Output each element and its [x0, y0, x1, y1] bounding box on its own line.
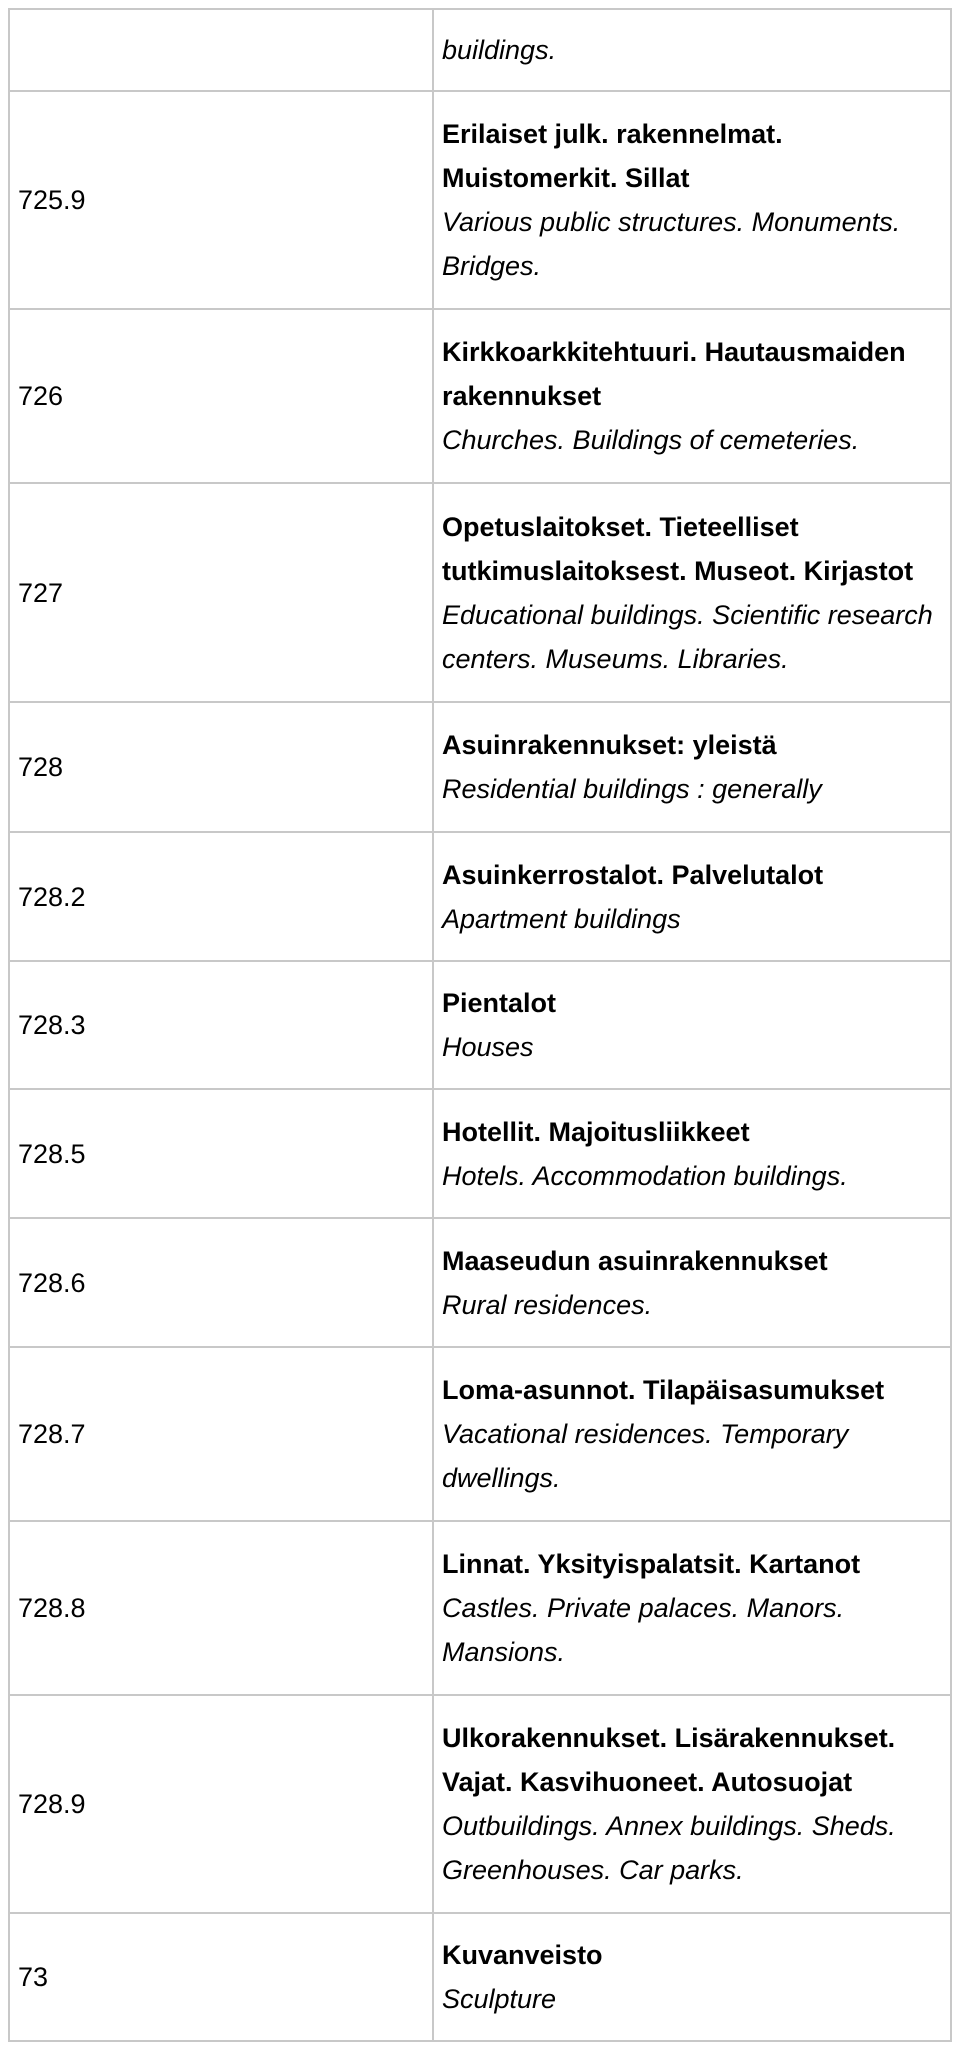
- class-code: 728: [8, 703, 434, 833]
- classification-table: [8, 8, 952, 2042]
- finnish-heading: Loma-asunnot. Tilapäisasumukset: [442, 1375, 885, 1405]
- english-heading: Hotels. Accommodation buildings.: [442, 1160, 848, 1191]
- class-code: 73: [8, 1914, 434, 2042]
- table-row: [8, 962, 952, 1090]
- class-description: [434, 484, 952, 703]
- english-heading: Churches. Buildings of cemeteries.: [442, 425, 860, 455]
- class-description: [434, 92, 952, 310]
- table-row: [8, 1522, 952, 1696]
- english-heading: Sculpture: [442, 1984, 557, 2014]
- class-description: [434, 1219, 952, 1348]
- class-code: 728.7: [8, 1348, 434, 1522]
- english-heading: Educational buildings. Scientific research centers. Museums. Libraries.: [442, 599, 933, 674]
- class-code: 725.9: [8, 92, 434, 310]
- table-row: [8, 1348, 952, 1522]
- english-heading: Rural residences.: [442, 1289, 653, 1320]
- table-row: [8, 703, 952, 833]
- class-code: [8, 8, 434, 92]
- class-description: [434, 8, 952, 92]
- finnish-heading: Erilaiset julk. rakennelmat. Muistomerkit. Sillat: [442, 119, 783, 193]
- english-heading: Vacational residences. Temporary dwellings.: [442, 1419, 849, 1493]
- class-description: [434, 1696, 952, 1914]
- table-row: [8, 8, 952, 92]
- class-code: 728.6: [8, 1219, 434, 1348]
- table-row: [8, 1219, 952, 1348]
- class-code: 726: [8, 310, 434, 484]
- class-code: 728.5: [8, 1090, 434, 1219]
- table-row: [8, 1090, 952, 1219]
- finnish-heading: Asuinkerrostalot. Palvelutalot: [442, 859, 824, 890]
- class-description: [434, 1348, 952, 1522]
- english-heading: Outbuildings. Annex buildings. Sheds. Greenhouses. Car parks.: [442, 1811, 896, 1885]
- finnish-heading: Ulkorakennukset. Lisärakennukset. Vajat. Kasvihuoneet. Autosuojat: [442, 1723, 896, 1797]
- class-description: [434, 833, 952, 962]
- class-code: 728.3: [8, 962, 434, 1090]
- class-description: [434, 703, 952, 833]
- table-row: [8, 92, 952, 310]
- table-row: [8, 484, 952, 703]
- finnish-heading: Asuinrakennukset: yleistä: [442, 730, 777, 760]
- class-code: 728.8: [8, 1522, 434, 1696]
- finnish-heading: Pientalot: [442, 988, 557, 1018]
- english-heading: Various public structures. Monuments. Bridges.: [442, 207, 901, 281]
- class-description: [434, 1914, 952, 2042]
- class-code: 728.2: [8, 833, 434, 962]
- table-row: [8, 310, 952, 484]
- class-code: 727: [8, 484, 434, 703]
- class-description: [434, 1090, 952, 1219]
- finnish-heading: Opetuslaitokset. Tieteelliset tutkimuslaitoksest. Museot. Kirjastot: [442, 511, 914, 586]
- english-heading: buildings.: [442, 35, 557, 65]
- table-row: [8, 1914, 952, 2042]
- class-code: 728.9: [8, 1696, 434, 1914]
- finnish-heading: Kuvanveisto: [442, 1940, 603, 1970]
- finnish-heading: Maaseudun asuinrakennukset: [442, 1245, 828, 1276]
- class-description: [434, 1522, 952, 1696]
- class-description: [434, 310, 952, 484]
- english-heading: Houses: [442, 1032, 534, 1062]
- table-row: [8, 1696, 952, 1914]
- english-heading: Apartment buildings: [442, 903, 681, 934]
- table-row: [8, 833, 952, 962]
- english-heading: Residential buildings : generally: [442, 774, 822, 804]
- finnish-heading: Hotellit. Majoitusliikkeet: [442, 1116, 750, 1147]
- english-heading: Castles. Private palaces. Manors. Mansions.: [442, 1593, 845, 1667]
- class-description: [434, 962, 952, 1090]
- finnish-heading: Kirkkoarkkitehtuuri. Hautausmaiden rakennukset: [442, 337, 906, 411]
- finnish-heading: Linnat. Yksityispalatsit. Kartanot: [442, 1549, 861, 1579]
